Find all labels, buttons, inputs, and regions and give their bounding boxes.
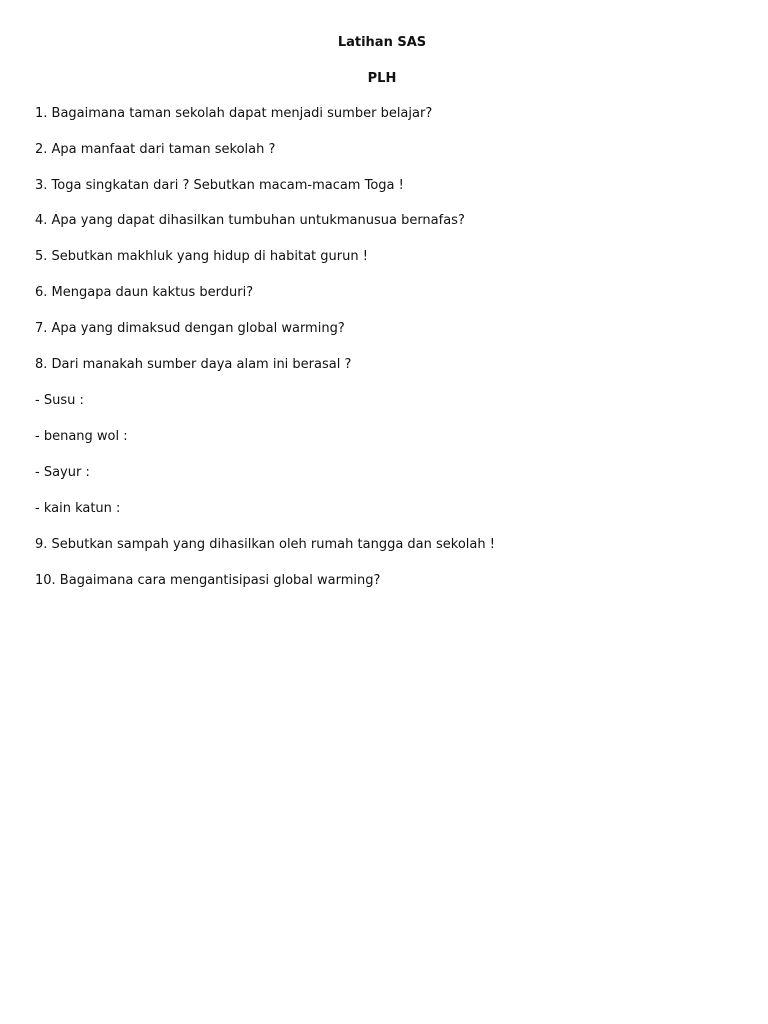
document-title: Latihan SAS (337, 35, 427, 50)
answer-item-kain-katun: - kain katun : (35, 501, 121, 516)
document-subtitle: PLH (367, 71, 397, 86)
answer-item-sayur: - Sayur : (35, 465, 90, 480)
question-3: 3. Toga singkatan dari ? Sebutkan macam-macam Toga ! (35, 178, 404, 193)
question-10: 10. Bagaimana cara mengantisipasi global warming? (35, 573, 381, 588)
answer-item-benang-wol: - benang wol : (35, 429, 128, 444)
question-8: 8. Dari manakah sumber daya alam ini berasal ? (35, 357, 352, 372)
question-7: 7. Apa yang dimaksud dengan global warming? (35, 321, 345, 336)
question-2: 2. Apa manfaat dari taman sekolah ? (35, 142, 276, 157)
question-9: 9. Sebutkan sampah yang dihasilkan oleh rumah tangga dan sekolah ! (35, 537, 495, 552)
question-6: 6. Mengapa daun kaktus berduri? (35, 285, 254, 300)
question-1: 1. Bagaimana taman sekolah dapat menjadi sumber belajar? (35, 106, 433, 121)
question-4: 4. Apa yang dapat dihasilkan tumbuhan untukmanusua bernafas? (35, 213, 465, 228)
answer-item-susu: - Susu : (35, 393, 84, 408)
question-5: 5. Sebutkan makhluk yang hidup di habitat gurun ! (35, 249, 368, 264)
